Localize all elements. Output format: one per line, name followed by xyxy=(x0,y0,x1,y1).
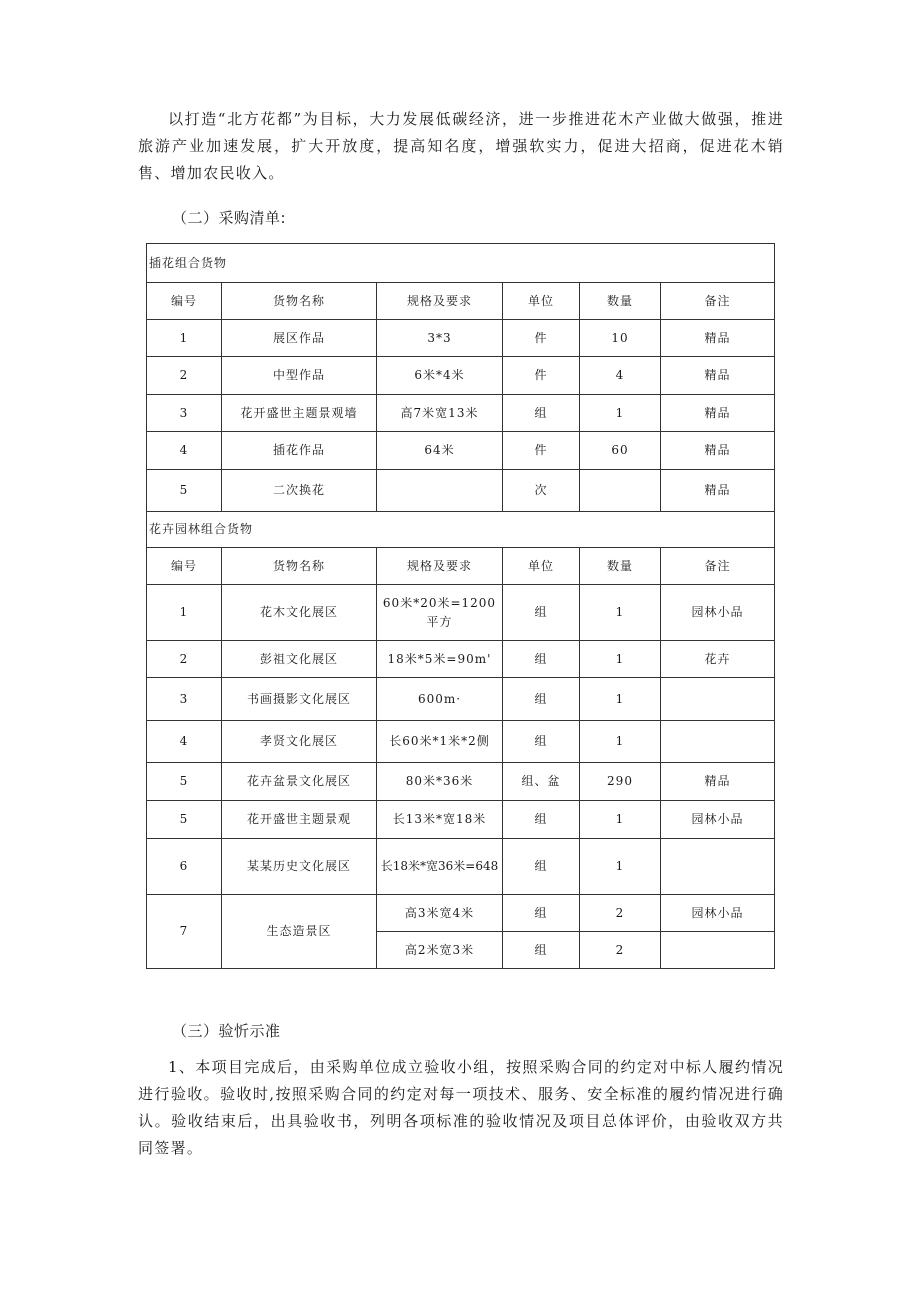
spec-cell: 18米*5米=90m' xyxy=(377,641,503,678)
spec-cell: 80米*36米 xyxy=(377,763,503,801)
note-cell: 精品 xyxy=(661,395,775,432)
spec-cell: 长13米*宽18米 xyxy=(377,801,503,839)
qty-cell: 1 xyxy=(580,641,661,678)
table-row xyxy=(147,801,775,839)
unit-cell: 组 xyxy=(503,721,580,763)
no-cell: 4 xyxy=(147,721,222,763)
qty-cell: 290 xyxy=(580,763,661,801)
header-cell: 数量 xyxy=(580,548,661,585)
acceptance-paragraph: 1、本项目完成后，由采购单位成立验收小组，按照采购合同的约定对中标人履约情况进行验收。验收时,按照采购合同的约定对每一项技术、服务、安全标准的履约情况进行确认。验收结束后，出具验收书，列明各项标准的验收情况及项目总体评价，由验收双方共同签署。 xyxy=(138,1058,784,1157)
name-cell: 插花作品 xyxy=(222,432,377,470)
qty-cell: 1 xyxy=(580,678,661,721)
spec-cell: 60米*20米=1200平方 xyxy=(377,585,503,641)
table-row xyxy=(147,839,775,895)
section-heading-acceptance: （三）验忻示准 xyxy=(172,1022,281,1040)
name-cell: 彭祖文化展区 xyxy=(222,641,377,678)
header-cell: 数量 xyxy=(580,283,661,320)
note-cell: 精品 xyxy=(661,763,775,801)
spec-cell: 高7米宽13米 xyxy=(377,395,503,432)
qty-cell: 2 xyxy=(580,895,661,932)
table-section-row xyxy=(147,244,775,283)
header-cell: 编号 xyxy=(147,548,222,585)
spec-cell: 长60米*1米*2侧 xyxy=(377,721,503,763)
spec-cell: 高3米宽4米 xyxy=(377,895,503,932)
name-cell: 花卉盆景文化展区 xyxy=(222,763,377,801)
unit-cell: 件 xyxy=(503,357,580,395)
section-title-cell: 花卉园林组合货物 xyxy=(147,512,775,548)
header-cell: 规格及要求 xyxy=(377,548,503,585)
name-cell: 花开盛世主题景观墙 xyxy=(222,395,377,432)
unit-cell: 组 xyxy=(503,801,580,839)
no-cell: 7 xyxy=(147,895,222,969)
qty-cell: 1 xyxy=(580,585,661,641)
unit-cell: 件 xyxy=(503,320,580,357)
table-row xyxy=(147,320,775,357)
note-cell xyxy=(661,839,775,895)
table-header-row xyxy=(147,548,775,585)
name-cell: 花木文化展区 xyxy=(222,585,377,641)
no-cell: 2 xyxy=(147,357,222,395)
header-cell: 规格及要求 xyxy=(377,283,503,320)
header-cell: 编号 xyxy=(147,283,222,320)
table-row xyxy=(147,357,775,395)
no-cell: 6 xyxy=(147,839,222,895)
table-row xyxy=(147,585,775,641)
table-row xyxy=(147,395,775,432)
unit-cell: 件 xyxy=(503,432,580,470)
header-cell: 备注 xyxy=(661,548,775,585)
spec-cell: 高2米宽3米 xyxy=(377,932,503,969)
no-cell: 1 xyxy=(147,320,222,357)
unit-cell: 组、盆 xyxy=(503,763,580,801)
no-cell: 5 xyxy=(147,470,222,512)
table-row xyxy=(147,641,775,678)
procurement-table-body xyxy=(147,244,775,969)
name-cell: 花开盛世主题景观 xyxy=(222,801,377,839)
header-cell: 单位 xyxy=(503,283,580,320)
spec-cell: 64米 xyxy=(377,432,503,470)
note-cell: 花卉 xyxy=(661,641,775,678)
qty-cell: 10 xyxy=(580,320,661,357)
spec-cell: 6米*4米 xyxy=(377,357,503,395)
name-cell: 展区作品 xyxy=(222,320,377,357)
no-cell: 5 xyxy=(147,763,222,801)
qty-cell: 1 xyxy=(580,395,661,432)
qty-cell: 60 xyxy=(580,432,661,470)
header-cell: 货物名称 xyxy=(222,548,377,585)
section-title-cell: 插花组合货物 xyxy=(147,244,775,283)
name-cell: 某某历史文化展区 xyxy=(222,839,377,895)
name-cell: 二次换花 xyxy=(222,470,377,512)
unit-cell: 次 xyxy=(503,470,580,512)
table-row xyxy=(147,432,775,470)
name-cell: 生态造景区 xyxy=(222,895,377,969)
unit-cell: 组 xyxy=(503,678,580,721)
qty-cell xyxy=(580,470,661,512)
note-cell: 精品 xyxy=(661,320,775,357)
table-row xyxy=(147,763,775,801)
header-cell: 单位 xyxy=(503,548,580,585)
unit-cell: 组 xyxy=(503,641,580,678)
name-cell: 中型作品 xyxy=(222,357,377,395)
qty-cell: 2 xyxy=(580,932,661,969)
no-cell: 3 xyxy=(147,395,222,432)
table-row xyxy=(147,895,775,932)
qty-cell: 4 xyxy=(580,357,661,395)
qty-cell: 1 xyxy=(580,721,661,763)
no-cell: 3 xyxy=(147,678,222,721)
spec-cell: 600m· xyxy=(377,678,503,721)
table-row xyxy=(147,678,775,721)
no-cell: 5 xyxy=(147,801,222,839)
note-cell xyxy=(661,932,775,969)
note-cell: 园林小品 xyxy=(661,801,775,839)
no-cell: 4 xyxy=(147,432,222,470)
unit-cell: 组 xyxy=(503,932,580,969)
note-cell: 精品 xyxy=(661,470,775,512)
qty-cell: 1 xyxy=(580,801,661,839)
section-heading-procurement-list: （二）采购清单: xyxy=(172,209,287,227)
spec-cell: 长18米*宽36米=648 xyxy=(377,839,503,895)
procurement-table xyxy=(146,243,775,969)
table-row xyxy=(147,470,775,512)
name-cell: 孝贤文化展区 xyxy=(222,721,377,763)
qty-cell: 1 xyxy=(580,839,661,895)
spec-cell xyxy=(377,470,503,512)
unit-cell: 组 xyxy=(503,585,580,641)
spec-cell: 3*3 xyxy=(377,320,503,357)
note-cell xyxy=(661,721,775,763)
unit-cell: 组 xyxy=(503,395,580,432)
unit-cell: 组 xyxy=(503,839,580,895)
intro-paragraph: 以打造“北方花都”为目标，大力发展低碳经济，进一步推进花木产业做大做强，推进旅游产业加速发展，扩大开放度，提高知名度，增强软实力，促进大招商，促进花木销售、增加农民收入。 xyxy=(138,110,784,182)
header-cell: 货物名称 xyxy=(222,283,377,320)
unit-cell: 组 xyxy=(503,895,580,932)
name-cell: 书画摄影文化展区 xyxy=(222,678,377,721)
note-cell: 精品 xyxy=(661,357,775,395)
no-cell: 2 xyxy=(147,641,222,678)
table-header-row xyxy=(147,283,775,320)
note-cell: 园林小品 xyxy=(661,895,775,932)
no-cell: 1 xyxy=(147,585,222,641)
note-cell xyxy=(661,678,775,721)
note-cell: 园林小品 xyxy=(661,585,775,641)
table-section-row xyxy=(147,512,775,548)
table-row xyxy=(147,721,775,763)
note-cell: 精品 xyxy=(661,432,775,470)
header-cell: 备注 xyxy=(661,283,775,320)
